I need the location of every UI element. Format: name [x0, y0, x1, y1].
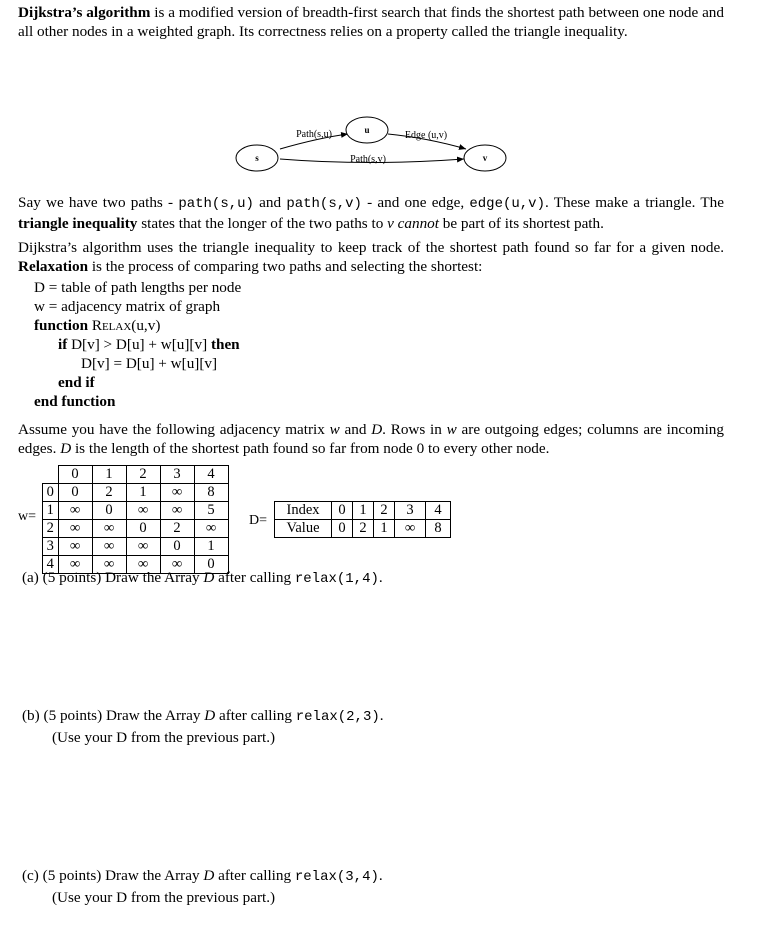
- matrix-cell: ∞: [126, 502, 160, 520]
- cannot-emphasis: cannot: [397, 215, 439, 232]
- assume-text-3: . Rows in: [382, 421, 447, 438]
- array-value-cell: 2: [353, 520, 374, 538]
- var-D-2: D: [60, 440, 72, 457]
- matrix-cell: 0: [160, 538, 194, 556]
- algo-if-line: [18, 335, 724, 354]
- assume-text-1: Assume you have the following adjacency matrix: [18, 421, 330, 438]
- array-D-table: [274, 501, 451, 538]
- question-b-text-1: (5 points) Draw the Array: [43, 707, 205, 724]
- algo-line-1: D = table of path lengths per node: [34, 279, 242, 296]
- tri-text-4: . These make a triangle. The: [545, 194, 724, 211]
- code-path-su: path(s,u): [178, 196, 254, 212]
- array-value-cell: 8: [426, 520, 451, 538]
- triangle-diagram: [18, 41, 724, 193]
- array-value-label: Value: [275, 520, 332, 538]
- triangle-paragraph: [18, 193, 724, 233]
- array-value-row: [275, 520, 451, 538]
- intro-paragraph: [18, 3, 724, 41]
- question-a-text-1: (5 points) Draw the Array: [42, 569, 204, 586]
- matrix-col-header: 1: [92, 466, 126, 484]
- matrix-cell: 2: [92, 484, 126, 502]
- question-b-text-2: after calling: [215, 707, 296, 724]
- edge-label-path-sv: Path(s,v): [350, 154, 386, 165]
- node-v-label: v: [482, 153, 488, 163]
- document-page: [18, 3, 724, 575]
- code-edge-uv: edge(u,v): [469, 196, 545, 212]
- edge-label-path-su: Path(s,u): [296, 129, 332, 140]
- relax-algorithm: [18, 278, 724, 411]
- matrix-row-header: 3: [43, 538, 59, 556]
- tri-text-2: and: [253, 194, 287, 211]
- fn-args: (u,v): [131, 317, 161, 334]
- question-c-code: relax(3,4): [294, 869, 379, 885]
- matrix-col-header: 3: [160, 466, 194, 484]
- matrix-row-header: 4: [43, 556, 59, 574]
- matrix-row-0: [43, 484, 229, 502]
- question-b-number: (b): [22, 707, 40, 724]
- tri-text-3: - and one edge,: [361, 194, 470, 211]
- matrix-row-2: [43, 520, 229, 538]
- assume-text-4: are outgoing edges; columns are incoming edges.: [18, 421, 724, 457]
- array-index-cell: 1: [353, 502, 374, 520]
- array-value-cell: 1: [374, 520, 395, 538]
- matrix-w-label: w=: [18, 509, 37, 524]
- matrix-row-header: 2: [43, 520, 59, 538]
- matrix-cell: ∞: [126, 538, 160, 556]
- algo-end-function: end function: [34, 393, 116, 410]
- relax-text-1: Dijkstra’s algorithm uses the triangle inequality to keep track of the shortest path found so far for a given node.: [18, 239, 724, 256]
- matrix-cell: 1: [194, 538, 228, 556]
- code-path-sv: path(s,v): [286, 196, 362, 212]
- question-c-line: [22, 866, 712, 888]
- tri-text-7: be part of its shortest path.: [439, 215, 604, 232]
- matrix-cell: 0: [58, 484, 92, 502]
- matrix-row-header: 1: [43, 502, 59, 520]
- matrix-cell: ∞: [160, 502, 194, 520]
- question-b-line: [22, 706, 712, 728]
- array-index-cell: 3: [395, 502, 426, 520]
- assume-text-2: and: [339, 421, 372, 438]
- assume-text-5: is the length of the shortest path found so far from node 0 to every other node.: [71, 440, 550, 457]
- array-D-label: D=: [249, 513, 268, 528]
- array-index-row: [275, 502, 451, 520]
- if-condition: D[v] > D[u] + w[u][v]: [71, 336, 208, 353]
- matrix-cell: ∞: [58, 538, 92, 556]
- question-c-text-1: (5 points) Draw the Array: [42, 867, 204, 884]
- question-c-number: (c): [22, 867, 39, 884]
- node-u-label: u: [364, 125, 370, 135]
- question-b-var: D: [204, 707, 216, 724]
- matrix-row-3: [43, 538, 229, 556]
- node-s-label: s: [255, 153, 259, 163]
- matrix-header-row: [43, 466, 229, 484]
- edge-label-edge-uv: Edge (u,v): [404, 130, 448, 141]
- question-b: [22, 706, 712, 750]
- intro-title: Dijkstra’s algorithm: [18, 4, 151, 21]
- matrix-cell: 1: [126, 484, 160, 502]
- matrix-cell: 2: [160, 520, 194, 538]
- tables-area: [18, 458, 724, 575]
- algo-line-2: w = adjacency matrix of graph: [34, 298, 221, 315]
- relax-paragraph: [18, 238, 724, 276]
- question-b-text-3: .: [379, 707, 384, 724]
- matrix-corner: [43, 466, 59, 484]
- question-a-var: D: [203, 569, 215, 586]
- var-v: v: [387, 215, 394, 232]
- intro-text: is a modified version of breadth-first search that finds the shortest path between one node and all other nodes in a weighted graph. Its correctness relies on a property called the triangle inequality.: [18, 4, 724, 40]
- matrix-cell: ∞: [126, 556, 160, 574]
- matrix-col-header: 4: [194, 466, 228, 484]
- question-a-code: relax(1,4): [294, 571, 379, 587]
- triangle-inequality-term: triangle inequality: [18, 215, 138, 232]
- kw-if: if: [58, 336, 68, 353]
- matrix-cell: ∞: [92, 538, 126, 556]
- question-c: [22, 866, 712, 910]
- matrix-cell: ∞: [58, 556, 92, 574]
- relax-text-2: is the process of comparing two paths and selecting the shortest:: [88, 258, 483, 275]
- matrix-cell: 0: [92, 502, 126, 520]
- var-w: w: [329, 421, 340, 438]
- matrix-cell: ∞: [160, 484, 194, 502]
- array-index-cell: 2: [374, 502, 395, 520]
- tri-text-1: Say we have two paths -: [18, 194, 179, 211]
- array-value-cell: 0: [332, 520, 353, 538]
- matrix-cell: ∞: [92, 556, 126, 574]
- matrix-col-header: 2: [126, 466, 160, 484]
- triangle-diagram-svg: [18, 41, 724, 193]
- matrix-cell: 8: [194, 484, 228, 502]
- tri-text-5: states that the longer of the two paths to: [137, 215, 388, 232]
- array-index-label: Index: [275, 502, 332, 520]
- question-a-text-2: after calling: [214, 569, 295, 586]
- matrix-cell: ∞: [160, 556, 194, 574]
- question-c-text-3: .: [378, 867, 383, 884]
- algo-function-line: [18, 316, 724, 335]
- fn-name: Relax: [91, 317, 132, 334]
- kw-function: function: [34, 317, 89, 334]
- matrix-row-1: [43, 502, 229, 520]
- question-a: [22, 568, 712, 590]
- matrix-cell: ∞: [194, 520, 228, 538]
- question-b-note: (Use your D from the previous part.): [52, 729, 276, 746]
- algo-assign-line: D[v] = D[u] + w[u][v]: [81, 355, 218, 372]
- question-a-number: (a): [22, 569, 39, 586]
- algo-end-if: end if: [58, 374, 95, 391]
- matrix-cell: ∞: [92, 520, 126, 538]
- adjacency-matrix-w: [42, 465, 229, 574]
- matrix-cell: 0: [126, 520, 160, 538]
- matrix-cell: ∞: [58, 502, 92, 520]
- question-b-code: relax(2,3): [295, 709, 380, 725]
- var-w-2: w: [446, 421, 457, 438]
- kw-then: then: [210, 336, 240, 353]
- relaxation-term: Relaxation: [18, 258, 89, 275]
- matrix-cell: 0: [194, 556, 228, 574]
- question-c-text-2: after calling: [214, 867, 295, 884]
- array-index-cell: 4: [426, 502, 451, 520]
- question-a-text-3: .: [378, 569, 383, 586]
- matrix-cell: 5: [194, 502, 228, 520]
- question-a-line: [22, 568, 712, 590]
- assume-paragraph: [18, 420, 724, 458]
- array-value-cell: ∞: [395, 520, 426, 538]
- matrix-row-header: 0: [43, 484, 59, 502]
- array-index-cell: 0: [332, 502, 353, 520]
- matrix-cell: ∞: [58, 520, 92, 538]
- question-c-note: (Use your D from the previous part.): [52, 889, 276, 906]
- var-D: D: [371, 421, 383, 438]
- question-c-var: D: [203, 867, 215, 884]
- matrix-col-header: 0: [58, 466, 92, 484]
